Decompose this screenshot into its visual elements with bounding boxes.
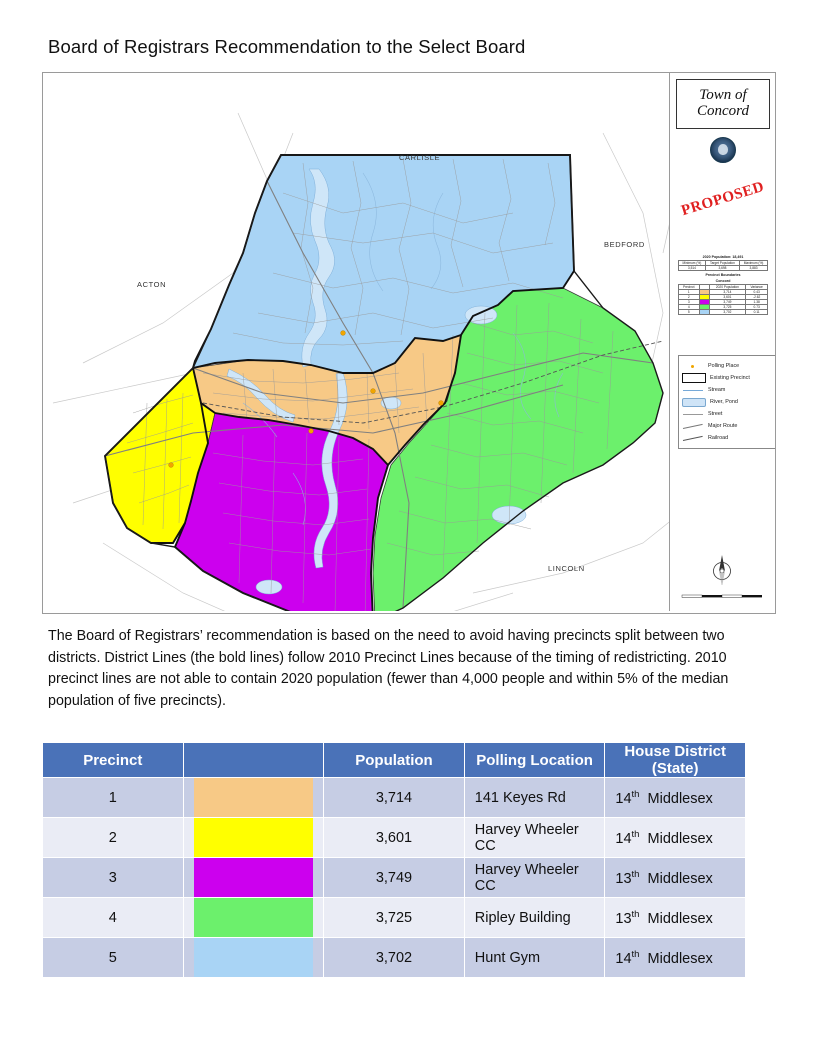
- town-name-line1: Town of: [699, 87, 747, 104]
- mini-pop: 3,702: [709, 310, 746, 315]
- cell-population: 3,714: [324, 778, 465, 818]
- legend-item-existing-precinct: [682, 372, 772, 384]
- explanatory-paragraph: The Board of Registrars’ recommendation is based on the need to avoid having precincts split between two districts. District Lines (the bold lines) follow 2010 Precinct Lines because of the timing of redistricting. 2010 precinct lines are not able to contain 2020 population (fewer than 4,000 people and within 5% of the median population of five precincts).: [48, 628, 729, 710]
- mini-precinct: 4: [679, 305, 700, 310]
- precinct-boundaries-label: Precinct Boundaries: [705, 273, 741, 278]
- col-precinct: Precinct: [679, 285, 700, 290]
- cell-population: 3,725: [324, 898, 465, 938]
- target-value: 3,698: [705, 266, 739, 271]
- house-county: Middlesex: [647, 790, 713, 807]
- cell-polling-location: Harvey Wheeler CC: [464, 858, 605, 898]
- cell-house-district: [605, 818, 746, 858]
- min-label: Minimum (%): [679, 261, 706, 266]
- mini-pop: 3,714: [709, 290, 746, 295]
- precinct-color-swatch: [194, 858, 314, 897]
- mini-pop: 3,601: [709, 295, 746, 300]
- cell-precinct: 5: [43, 938, 184, 978]
- legend-item-stream: [682, 384, 772, 396]
- town-name-box: [676, 79, 770, 129]
- cell-house-district: [605, 778, 746, 818]
- mini-precinct: 3: [679, 300, 700, 305]
- house-suffix: th: [631, 948, 640, 960]
- population-total-label: 2020 Population: 18,491: [702, 255, 744, 259]
- cell-color: [183, 938, 324, 978]
- street-icon: [682, 410, 704, 419]
- railroad-icon: [682, 434, 704, 443]
- house-county: Middlesex: [647, 910, 713, 927]
- precinct-color-swatch: [194, 778, 314, 817]
- cell-precinct: 4: [43, 898, 184, 938]
- house-suffix: th: [631, 828, 640, 840]
- page-title: Board of Registrars Recommendation to the Select Board: [48, 36, 526, 57]
- max-label: Maximum (%): [740, 261, 768, 266]
- mini-var: 0.43: [746, 290, 768, 295]
- cell-color: [183, 898, 324, 938]
- cell-color: [183, 858, 324, 898]
- legend-label: Railroad: [708, 435, 729, 441]
- mini-var: -2.62: [746, 295, 768, 300]
- map-scale-bar: [680, 593, 766, 601]
- cell-polling-location: Ripley Building: [464, 898, 605, 938]
- mini-var: 1.38: [746, 300, 768, 305]
- mini-var: 0.73: [746, 305, 768, 310]
- legend-label: Polling Place: [708, 363, 740, 369]
- table-row: [43, 938, 746, 978]
- legend-label: River, Pond: [710, 399, 738, 405]
- mini-pop: 3,749: [709, 300, 746, 305]
- header-polling-location: Polling Location: [464, 743, 605, 778]
- house-number: 14: [615, 950, 632, 967]
- cell-polling-location: Harvey Wheeler CC: [464, 818, 605, 858]
- precinct-boundary-icon: [682, 373, 706, 383]
- polling-place-icon: [682, 362, 704, 371]
- cell-polling-location: 141 Keyes Rd: [464, 778, 605, 818]
- mini-precinct: 1: [679, 290, 700, 295]
- mini-row: [679, 310, 768, 315]
- cell-house-district: [605, 898, 746, 938]
- legend-item-railroad: [682, 432, 772, 444]
- map-label-lincoln: LINCOLN: [548, 564, 585, 573]
- proposed-stamp: PROPOSED: [679, 178, 767, 220]
- min-value: 3,514: [679, 266, 706, 271]
- cell-house-district: [605, 938, 746, 978]
- legend-label: Street: [708, 411, 723, 417]
- cell-color: [183, 818, 324, 858]
- legend-item-river-pond: [682, 396, 772, 408]
- house-suffix: th: [631, 908, 640, 920]
- header-color: [183, 743, 324, 778]
- target-label: Target Population: [705, 261, 739, 266]
- house-number: 13: [615, 910, 632, 927]
- mini-precinct: 2: [679, 295, 700, 300]
- table-row: [43, 778, 746, 818]
- cell-polling-location: Hunt Gym: [464, 938, 605, 978]
- precinct-table-wrapper: [42, 742, 746, 978]
- cell-population: 3,601: [324, 818, 465, 858]
- cell-color: [183, 778, 324, 818]
- col-variance: Variance: [746, 285, 768, 290]
- stream-icon: [682, 386, 704, 395]
- concord-label: Concord: [715, 278, 731, 283]
- population-target-table: [678, 260, 768, 271]
- town-seal-icon: [710, 137, 736, 163]
- header-house-district: House District (State): [605, 743, 746, 778]
- cell-precinct: 1: [43, 778, 184, 818]
- house-number: 14: [615, 790, 632, 807]
- precinct-table: [42, 742, 746, 978]
- house-suffix: th: [631, 788, 640, 800]
- mini-precinct: 5: [679, 310, 700, 315]
- map-legend: [678, 355, 776, 449]
- legend-label: Stream: [708, 387, 726, 393]
- table-row: [43, 858, 746, 898]
- cell-precinct: 3: [43, 858, 184, 898]
- major-route-icon: [682, 422, 704, 431]
- precinct-variance-table: [678, 284, 768, 315]
- header-precinct: Precinct: [43, 743, 184, 778]
- cell-population: 3,702: [324, 938, 465, 978]
- mini-pop: 3,725: [709, 305, 746, 310]
- house-suffix: th: [631, 868, 640, 880]
- legend-label: Existing Precinct: [710, 375, 750, 381]
- precinct-color-swatch: [194, 818, 314, 857]
- table-row: [43, 898, 746, 938]
- legend-item-street: [682, 408, 772, 420]
- map-label-bedford: BEDFORD: [604, 240, 645, 249]
- mini-var: 0.11: [746, 310, 768, 315]
- cell-precinct: 2: [43, 818, 184, 858]
- compass-rose-icon: [708, 551, 736, 585]
- precinct-color-swatch: [194, 898, 314, 937]
- map-canvas: [43, 73, 709, 611]
- col-population: 2020 Population: [709, 285, 746, 290]
- legend-item-major-route: [682, 420, 772, 432]
- map-info-panel: [669, 73, 775, 611]
- mini-swatch-5: [699, 310, 709, 315]
- map-label-acton: ACTON: [137, 280, 167, 289]
- legend-label: Major Route: [708, 423, 738, 429]
- table-row: [43, 818, 746, 858]
- house-county: Middlesex: [647, 870, 713, 887]
- house-county: Middlesex: [647, 830, 713, 847]
- house-number: 14: [615, 830, 632, 847]
- map-figure: [42, 72, 776, 614]
- max-value: 3,883: [740, 266, 768, 271]
- cell-population: 3,749: [324, 858, 465, 898]
- precinct-color-swatch: [194, 938, 314, 977]
- town-name-line2: Concord: [697, 103, 749, 119]
- cell-house-district: [605, 858, 746, 898]
- map-label-carlisle: CARLISLE: [399, 153, 441, 162]
- header-population: Population: [324, 743, 465, 778]
- legend-item-polling-place: [682, 360, 772, 372]
- house-county: Middlesex: [647, 950, 713, 967]
- river-pond-icon: [682, 398, 706, 407]
- table-header-row: [43, 743, 746, 778]
- house-number: 13: [615, 870, 632, 887]
- precinct-summary-table: [678, 255, 768, 315]
